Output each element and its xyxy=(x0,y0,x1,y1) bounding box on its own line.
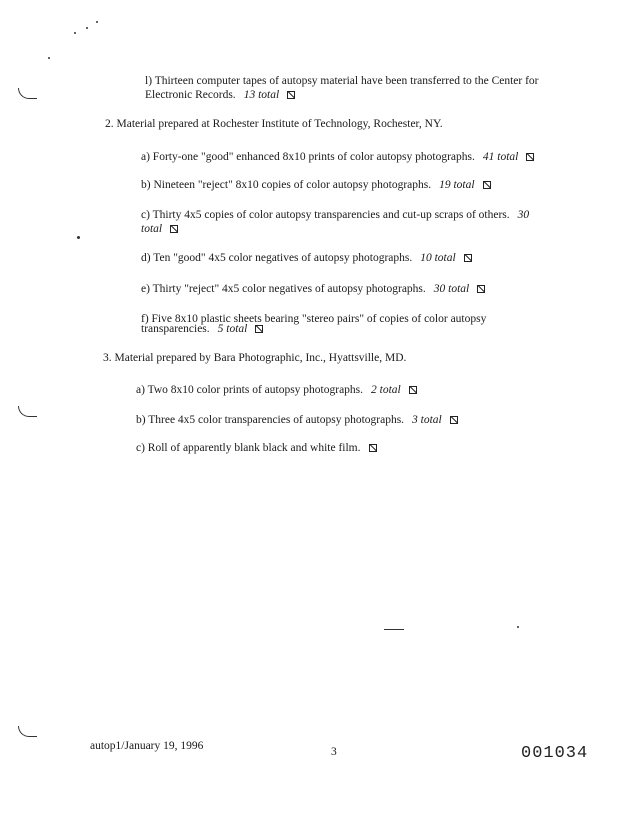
binder-hole-mark xyxy=(18,406,37,417)
item-2c-line1 xyxy=(141,208,529,223)
checked-box-icon xyxy=(409,386,417,394)
section-3-heading-text: 3. Material prepared by Bara Photographic, Inc., Hyattsville, MD. xyxy=(103,352,407,364)
scan-speck xyxy=(96,21,98,23)
item-2a-total: 41 total xyxy=(482,151,519,163)
item-l-cont: Electronic Records. xyxy=(145,89,236,101)
checked-box-icon xyxy=(464,254,472,262)
scan-speck xyxy=(77,236,80,239)
item-2e-text: e) Thirty "reject" 4x5 color negatives of autopsy photographs. xyxy=(141,283,426,295)
item-3a xyxy=(136,383,417,398)
scan-speck xyxy=(74,32,76,34)
item-2c-total-word: total xyxy=(141,223,163,235)
item-3b-total: 3 total xyxy=(412,414,442,426)
item-2d-text: d) Ten "good" 4x5 color negatives of autopsy photographs. xyxy=(141,252,413,264)
scan-speck xyxy=(384,629,404,630)
item-l-total: 13 total xyxy=(243,89,280,101)
scan-speck xyxy=(86,27,88,29)
scan-speck xyxy=(517,626,519,628)
item-2c-text: c) Thirty 4x5 copies of color autopsy transparencies and cut-up scraps of others. xyxy=(141,209,510,221)
item-2d-total: 10 total xyxy=(420,252,456,264)
item-l-text: l) Thirteen computer tapes of autopsy material have been transferred to the Center for xyxy=(145,75,539,87)
item-3a-total: 2 total xyxy=(371,384,401,396)
item-2d xyxy=(141,251,472,266)
item-2f-line2 xyxy=(141,322,263,337)
checked-box-icon xyxy=(255,325,263,333)
checked-box-icon xyxy=(287,91,295,99)
item-3b-text: b) Three 4x5 color transparencies of autopsy photographs. xyxy=(136,414,405,426)
item-2b-text: b) Nineteen "reject" 8x10 copies of color autopsy photographs. xyxy=(141,179,432,191)
page-number: 3 xyxy=(331,746,337,758)
checked-box-icon xyxy=(170,225,178,233)
item-2e-total: 30 total xyxy=(433,283,470,295)
item-2b-total: 19 total xyxy=(439,179,475,191)
scan-speck xyxy=(48,57,50,59)
binder-hole-mark xyxy=(18,88,37,99)
item-3c-text: c) Roll of apparently blank black and white film. xyxy=(136,442,361,454)
document-number: 001034 xyxy=(521,744,589,763)
item-3c xyxy=(136,441,377,456)
item-2f-total: 5 total xyxy=(217,323,248,335)
item-2f-cont: transparencies. xyxy=(141,323,210,335)
checked-box-icon xyxy=(526,153,534,161)
checked-box-icon xyxy=(369,444,377,452)
item-3a-text: a) Two 8x10 color prints of autopsy photographs. xyxy=(136,384,364,396)
item-2c-line2 xyxy=(141,222,178,237)
section-3-heading xyxy=(103,351,406,366)
item-l-line2 xyxy=(145,88,295,103)
footer-filename: autop1/January 19, 1996 xyxy=(90,740,204,752)
item-2b xyxy=(141,178,491,193)
item-2a-text: a) Forty-one "good" enhanced 8x10 prints of color autopsy photographs. xyxy=(141,151,475,163)
item-2a xyxy=(141,150,534,165)
checked-box-icon xyxy=(477,285,485,293)
checked-box-icon xyxy=(450,416,458,424)
item-2f-text: f) Five 8x10 plastic sheets bearing "stereo pairs" of copies of color autopsy xyxy=(141,313,487,325)
item-2c-total-number: 30 xyxy=(517,209,530,221)
checked-box-icon xyxy=(483,181,491,189)
section-2-heading xyxy=(105,117,443,132)
binder-hole-mark xyxy=(18,726,37,737)
item-l-line1 xyxy=(145,74,539,89)
item-2e xyxy=(141,282,485,297)
item-3b xyxy=(136,413,458,428)
section-2-heading-text: 2. Material prepared at Rochester Institute of Technology, Rochester, NY. xyxy=(105,118,443,130)
